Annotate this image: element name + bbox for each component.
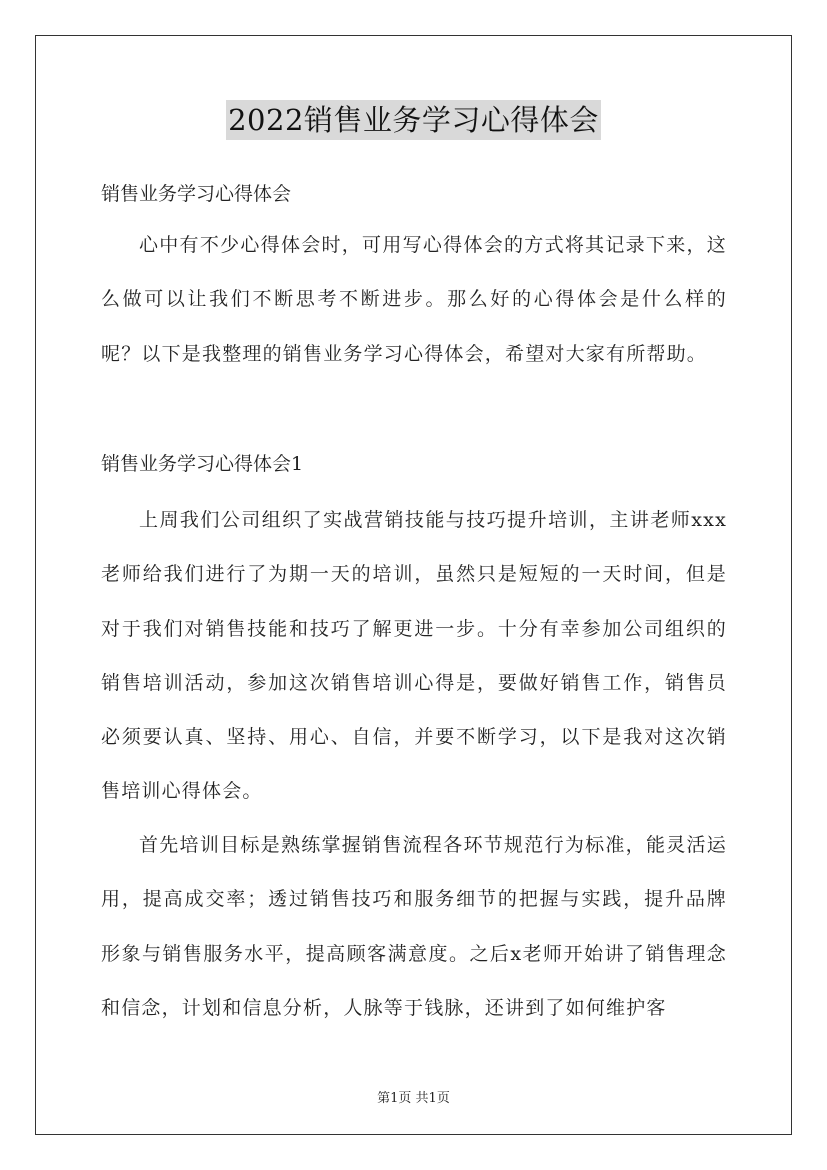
document-title: 2022销售业务学习心得体会: [226, 100, 601, 140]
section1-paragraph-1: 上周我们公司组织了实战营销技能与技巧提升培训，主讲老师xxx老师给我们进行了为期一天的培训，虽然只是短短的一天时间，但是对于我们对销售技能和技巧了解更进一步。十分有幸参加公司组织的销售培训活动，参加这次销售培训心得是，要做好销售工作，销售员必须要认真、坚持、用心、自信，并要不断学习，以下是我对这次销售培训心得体会。: [101, 509, 727, 803]
section-heading-1: 销售业务学习心得体会1: [101, 453, 304, 475]
intro-paragraph: 心中有不少心得体会时，可用写心得体会的方式将其记录下来，这么做可以让我们不断思考不断进步。那么好的心得体会是什么样的呢？以下是我整理的销售业务学习心得体会，希望对大家有所帮助。: [101, 234, 727, 365]
section1-paragraph-2: 首先培训目标是熟练掌握销售流程各环节规范行为标准，能灵活运用，提高成交率；透过销售技巧和服务细节的把握与实践，提升品牌形象与销售服务水平，提高顾客满意度。之后x老师开始讲了销售理念和信念，计划和信息分析，人脉等于钱脉，还讲到了如何维护客: [101, 834, 727, 1019]
title-container: [0, 100, 827, 140]
main-heading: 销售业务学习心得体会: [101, 183, 292, 205]
page-footer: 第1页 共1页: [377, 1091, 450, 1106]
